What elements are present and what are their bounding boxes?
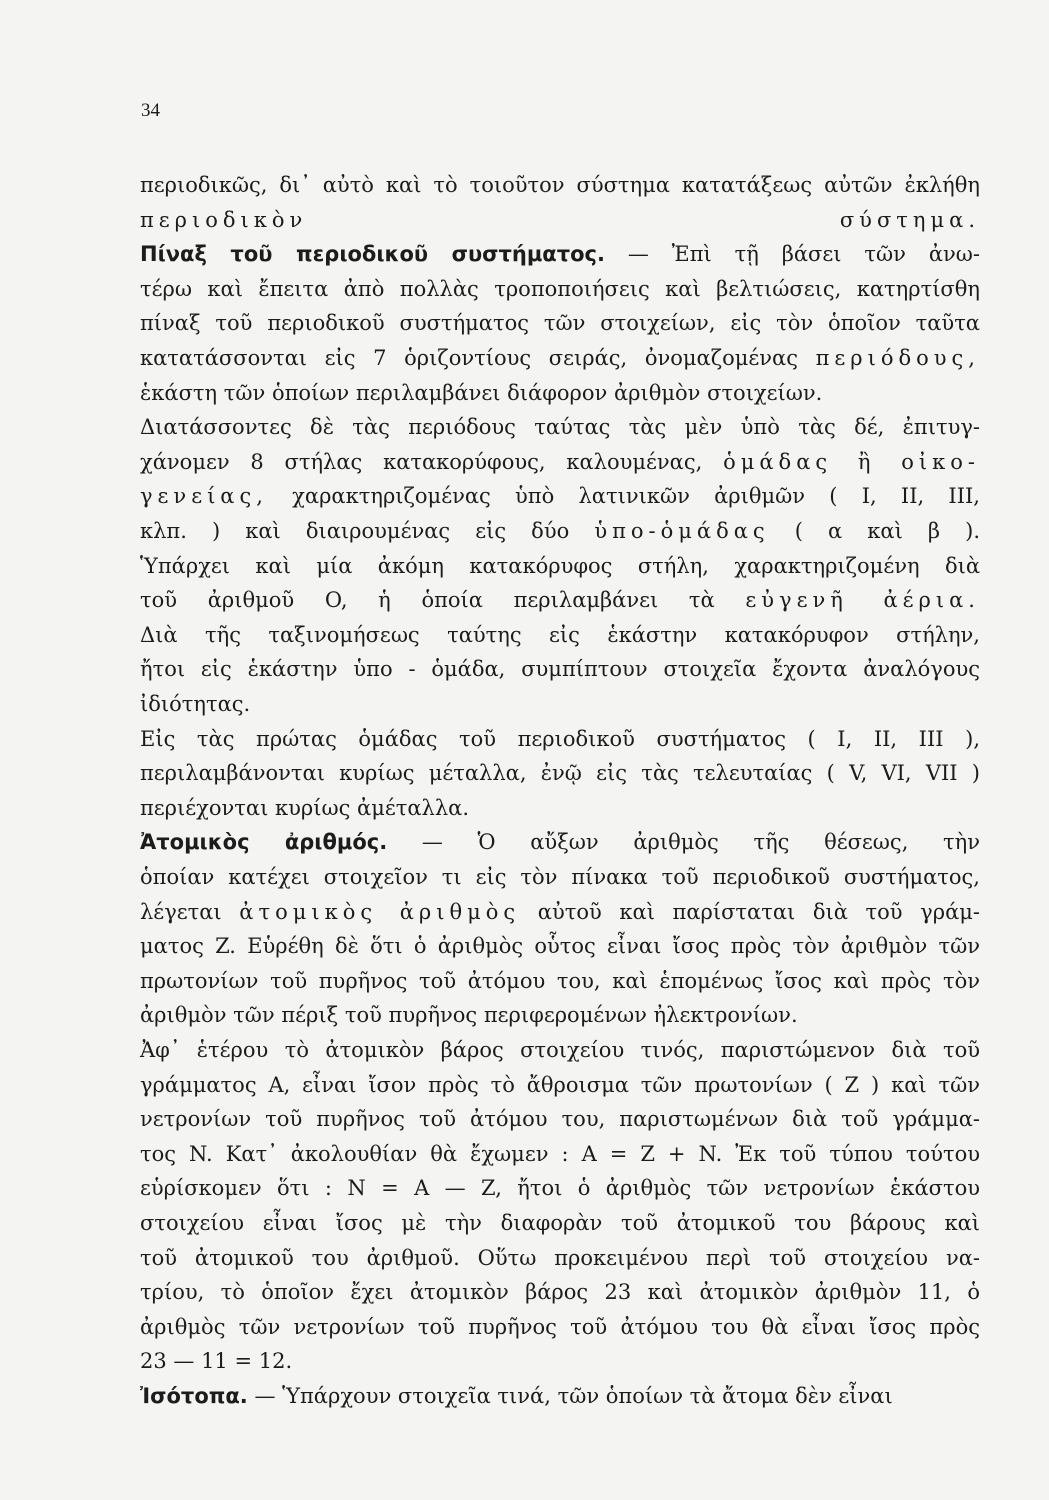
spaced-term: περιοδικὸν σύστημα. [140, 207, 980, 232]
text-run: τος N. Κατ᾽ ἀκολουθίαν θὰ ἔχωμεν : A = Z + N. Ἐκ τοῦ τύπου τούτου [140, 1141, 980, 1166]
text-line [140, 272, 980, 307]
text-run: περιλαμβάνονται κυρίως μέταλλα, ἐνῷ εἰς τὰς τελευταίας ( V, VI, VII ) [140, 761, 980, 786]
text-line [140, 514, 980, 549]
text-run: χάνομεν 8 στήλας κατακορύφους, καλουμένας, [140, 449, 724, 474]
text-run: περιέχονται κυρίως ἀμέταλλα. [140, 795, 469, 820]
text-line [140, 929, 980, 964]
text-line [140, 203, 980, 238]
text-line [140, 1171, 980, 1206]
text-run: τοῦ ἀριθμοῦ O, ἡ ὁποία περιλαμβάνει τὰ [140, 588, 746, 613]
text-line [140, 1310, 980, 1345]
text-run: πίναξ τοῦ περιοδικοῦ συστήματος τῶν στοιχείων, εἰς τὸν ὁποῖον ταῦτα [140, 311, 980, 336]
text-line [140, 1241, 980, 1276]
spaced-term: περιόδους, [815, 346, 980, 370]
text-line [140, 756, 980, 791]
text-run: ( α καὶ β ). [769, 519, 980, 543]
text-line [140, 549, 980, 584]
text-run: κλπ. ) καὶ διαιρουμένας εἰς δύο [140, 519, 595, 543]
text-run: αὐτοῦ καὶ παρίσταται διὰ τοῦ γράμ- [520, 899, 981, 924]
text-run: ἰδιότητας. [140, 692, 251, 716]
text-line [140, 410, 980, 445]
spaced-term: γενείας, [140, 484, 268, 509]
text-line [140, 1033, 980, 1068]
text-run: τέρω καὶ ἔπειτα ἀπὸ πολλὰς τροποποιήσεις καὶ βελτιώσεις, κατηρτίσθη [140, 276, 980, 301]
spaced-term: εὐγενῆ ἀέρια. [745, 588, 980, 613]
text-run: Εἰς τὰς πρώτας ὁμάδας τοῦ περιοδικοῦ συστήματος ( I, II, III ), [140, 726, 980, 751]
text-line [140, 1102, 980, 1137]
text-line [140, 1068, 980, 1103]
text-run: νετρονίων τοῦ πυρῆνος τοῦ ἀτόμου του, παριστωμένων διὰ τοῦ γράμμα- [140, 1107, 980, 1132]
text-line [140, 306, 980, 341]
text-run: — Ὁ αὔξων ἀριθμὸς τῆς θέσεως, τὴν [387, 830, 981, 855]
text-run: Διατάσσοντες δὲ τὰς περιόδους ταύτας τὰς μὲν ὑπὸ τὰς δέ, ἐπιτυγ- [140, 415, 980, 440]
text-line [140, 998, 980, 1033]
text-run: περιοδικῶς, δι᾽ αὐτὸ καὶ τὸ τοιοῦτον σύστημα κατατάξεως αὐτῶν ἐκλήθη [140, 173, 980, 197]
text-line [140, 237, 980, 272]
section-heading: Ἰσότοπα. [140, 1384, 248, 1408]
text-line [140, 1344, 980, 1379]
text-line [140, 791, 980, 826]
section-heading: Πίναξ τοῦ περιοδικοῦ συστήματος. [140, 242, 605, 267]
text-line [140, 895, 980, 930]
text-run: στοιχείου εἶναι ἴσος μὲ τὴν διαφορὰν τοῦ ἀτομικοῦ του βάρους καὶ [140, 1211, 980, 1235]
text-run: — Ἐπὶ τῇ βάσει τῶν ἀνω- [604, 242, 980, 267]
text-line [140, 964, 980, 999]
section-heading: Ἀτομικὸς ἀριθμός. [140, 830, 388, 855]
text-run: κατατάσσονται εἰς 7 ὁριζοντίους σειράς, ὀνομαζομένας [140, 346, 816, 370]
text-run: ἀριθμὸν τῶν πέριξ τοῦ πυρῆνος περιφερομένων ἠλεκτρονίων. [140, 1003, 798, 1028]
spaced-term: ὁμάδας ἢ οἰκο- [723, 449, 980, 474]
text-run: ἑκάστη τῶν ὁποίων περιλαμβάνει διάφορον ἀριθμὸν στοιχείων. [140, 380, 823, 405]
text-run: 23 — 11 = 12. [140, 1349, 293, 1374]
text-run: εὑρίσκομεν ὅτι : N = A — Z, ἤτοι ὁ ἀριθμὸς τῶν νετρονίων ἑκάστου [140, 1176, 980, 1201]
text-line [140, 479, 980, 514]
text-run: τρίου, τὸ ὁποῖον ἔχει ἀτομικὸν βάρος 23 καὶ ἀτομικὸν ἀριθμὸν 11, ὁ [140, 1280, 980, 1305]
text-run: Ἀφ᾽ ἑτέρου τὸ ἀτομικὸν βάρος στοιχείου τινός, παριστώμενον διὰ τοῦ [140, 1038, 980, 1062]
text-run: ἤτοι εἰς ἑκάστην ὑπο - ὁμάδα, συμπίπτουν στοιχεῖα ἔχοντα ἀναλόγους [140, 657, 980, 682]
text-line [140, 341, 980, 376]
text-run: χαρακτηριζομένας ὑπὸ λατινικῶν ἀριθμῶν ( I, II, III, [267, 484, 980, 509]
text-run: γράμματος A, εἶναι ἴσον πρὸς τὸ ἄθροισμα τῶν πρωτονίων ( Z ) καὶ τῶν [140, 1072, 980, 1097]
text-line [140, 860, 980, 895]
text-line [140, 825, 980, 860]
text-run: — Ὑπάρχουν στοιχεῖα τινά, τῶν ὁποίων τὰ ἄτομα δὲν εἶναι [247, 1384, 893, 1408]
page-number: 34 [141, 100, 160, 121]
text-run: ὁποίαν κατέχει στοιχεῖον τι εἰς τὸν πίνακα τοῦ περιοδικοῦ συστήματος, [140, 865, 980, 889]
text-line [140, 1137, 980, 1172]
text-run: ματος Z. Εὑρέθη δὲ ὅτι ὁ ἀριθμὸς οὗτος εἶναι ἴσος πρὸς τὸν ἀριθμὸν τῶν [140, 934, 980, 959]
text-line [140, 652, 980, 687]
text-line [140, 687, 980, 722]
text-line [140, 376, 980, 411]
text-line [140, 1275, 980, 1310]
text-run: λέγεται [140, 899, 240, 924]
text-line [140, 1379, 980, 1414]
text-line [140, 722, 980, 757]
text-run: Ὑπάρχει καὶ μία ἀκόμη κατακόρυφος στήλη, χαρακτηριζομένη διὰ [140, 553, 980, 578]
text-line [140, 583, 980, 618]
text-run: Διὰ τῆς ταξινομήσεως ταύτης εἰς ἑκάστην κατακόρυφον στήλην, [140, 622, 980, 647]
text-line [140, 445, 980, 480]
text-run: τοῦ ἀτομικοῦ του ἀριθμοῦ. Οὕτω προκειμένου περὶ τοῦ στοιχείου να- [140, 1245, 980, 1270]
text-line [140, 618, 980, 653]
spaced-term: ἀτομικὸς ἀριθμὸς [239, 899, 521, 924]
text-line [140, 168, 980, 203]
text-run: πρωτονίων τοῦ πυρῆνος τοῦ ἀτόμου του, καὶ ἑπομένως ἴσος καὶ πρὸς τὸν [140, 968, 980, 993]
spaced-term: ὑπο-ὁμάδας [594, 519, 770, 543]
text-run: ἀριθμὸς τῶν νετρονίων τοῦ πυρῆνος τοῦ ἀτόμου του θὰ εἶναι ἴσος πρὸς [140, 1314, 980, 1339]
text-line [140, 1206, 980, 1241]
